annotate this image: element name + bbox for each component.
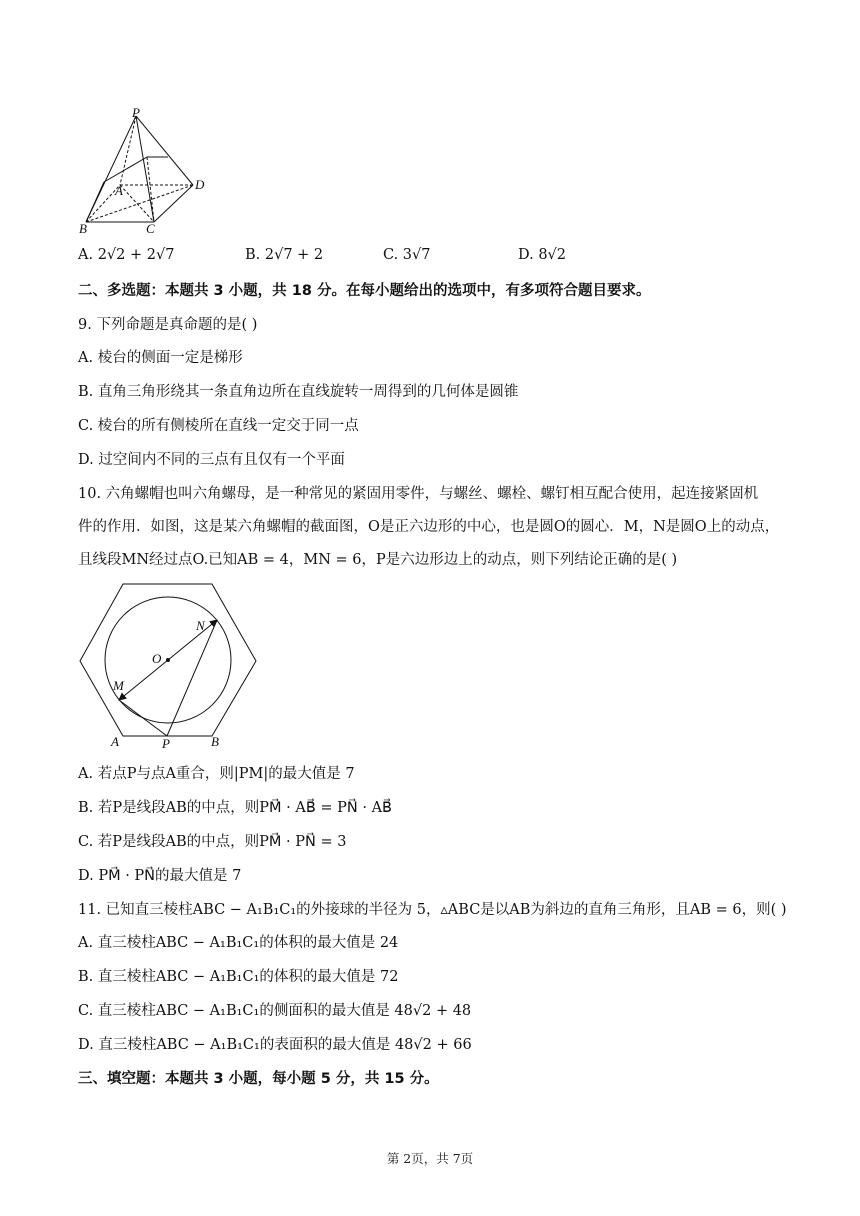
q10-stem-line-1: 10. 六角螺帽也叫六角螺母，是一种常见的紧固用零件，与螺丝、螺栓、螺钉相互配合使用，起连接紧固机 <box>78 486 759 502</box>
q8-option-a: A. 2√2 + 2√7 <box>78 247 175 263</box>
section-heading-fill-in: 三、填空题：本题共 3 小题，每小题 5 分，共 15 分。 <box>78 1071 439 1087</box>
section-heading-multiple-choice: 二、多选题：本题共 3 小题，共 18 分。在每小题给出的选项中，有多项符合题目要求。 <box>78 283 651 299</box>
q11-stem: 11. 已知直三棱柱ABC − A₁B₁C₁的外接球的半径为 5，▵ABC是以AB为斜边的直角三角形，且AB = 6，则( ) <box>78 902 787 918</box>
q10-option-d: D. PM⃗ · PN⃗的最大值是 7 <box>78 868 242 884</box>
label-c: C <box>146 221 155 236</box>
hexagon-nut-figure <box>70 578 270 758</box>
label-b: B <box>79 221 87 236</box>
q8-option-c: C. 3√7 <box>383 247 431 263</box>
q10-option-c: C. 若P是线段AB的中点，则PM⃗ · PN⃗ = 3 <box>78 834 347 850</box>
pyramid-figure <box>70 104 220 234</box>
q9-stem: 9. 下列命题是真命题的是( ) <box>78 317 258 333</box>
q9-option-d: D. 过空间内不同的三点有且仅有一个平面 <box>78 452 345 468</box>
q8-option-d: D. 8√2 <box>518 247 567 263</box>
q11-option-b: B. 直三棱柱ABC − A₁B₁C₁的体积的最大值是 72 <box>78 969 399 985</box>
q8-option-b: B. 2√7 + 2 <box>245 247 324 263</box>
q10-option-b: B. 若P是线段AB的中点，则PM⃗ · AB⃗ = PN⃗ · AB⃗ <box>78 800 392 816</box>
label-p: P <box>132 105 140 120</box>
label-d: D <box>195 177 205 192</box>
q11-option-d: D. 直三棱柱ABC − A₁B₁C₁的表面积的最大值是 48√2 + 66 <box>78 1037 472 1053</box>
q10-stem-line-2: 件的作用．如图，这是某六角螺帽的截面图，O是正六边形的中心，也是圆O的圆心．M，N是圆O上的动点， <box>78 519 780 535</box>
label-a: A <box>115 183 123 198</box>
q10-option-a: A. 若点P与点A重合，则|PM|的最大值是 7 <box>78 766 355 782</box>
q9-option-b: B. 直角三角形绕其一条直角边所在直线旋转一周得到的几何体是圆锥 <box>78 384 519 400</box>
label-p: P <box>162 736 170 751</box>
label-o: O <box>152 651 162 666</box>
label-b: B <box>211 734 219 749</box>
q11-option-c: C. 直三棱柱ABC − A₁B₁C₁的侧面积的最大值是 48√2 + 48 <box>78 1003 472 1019</box>
q9-option-c: C. 棱台的所有侧棱所在直线一定交于同一点 <box>78 418 359 434</box>
q9-option-a: A. 棱台的侧面一定是梯形 <box>78 350 243 366</box>
label-a: A <box>111 734 119 749</box>
label-n: N <box>196 618 205 633</box>
page-footer: 第 2页，共 7页 <box>386 1151 474 1166</box>
q11-option-a: A. 直三棱柱ABC − A₁B₁C₁的体积的最大值是 24 <box>78 935 399 951</box>
q10-stem-line-3: 且线段MN经过点O.已知AB = 4，MN = 6，P是六边形边上的动点，则下列结论正确的是( ) <box>78 552 678 568</box>
label-m: M <box>113 678 124 693</box>
